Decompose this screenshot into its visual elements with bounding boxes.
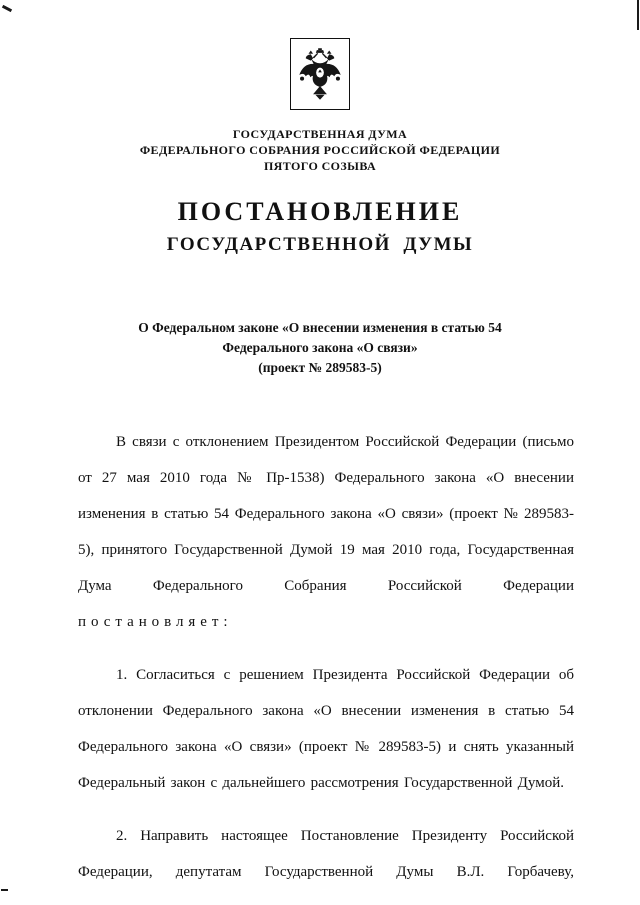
header-convocation: ПЯТОГО СОЗЫВА	[263, 159, 377, 173]
subject-line-2: Федерального закона «О связи»	[222, 340, 418, 356]
coat-of-arms-frame	[290, 38, 350, 110]
header-org-parent: ФЕДЕРАЛЬНОГО СОБРАНИЯ РОССИЙСКОЙ ФЕДЕРАЦИИ	[139, 143, 501, 157]
document-header	[0, 126, 640, 174]
subject-line-1: О Федеральном законе «О внесении изменения в статью 54	[138, 320, 502, 336]
header-org-name: ГОСУДАРСТВЕННАЯ ДУМА	[232, 127, 408, 141]
document-type-title: ПОСТАНОВЛЕНИЕ	[177, 197, 463, 226]
document-issuer-title: ГОСУДАРСТВЕННОЙ ДУМЫ	[166, 233, 474, 255]
document-subject	[70, 318, 570, 378]
subject-line-3: (проект № 289583-5)	[258, 360, 382, 376]
scan-artifact-bottom-left	[1, 889, 8, 891]
paragraph-item-2: 2. Направить настоящее Постановление Президенту Российской Федерации, депутатам Государственной Думы В.Л. Горбачеву,	[78, 828, 574, 881]
russian-coat-of-arms-icon	[297, 46, 343, 102]
preamble-resolution-word: постановляет:	[78, 614, 233, 631]
preamble-text: В связи с отклонением Президентом Российской Федерации (письмо от 27 мая 2010 года № Пр-1538) Федерального закона «О внесении изменения в статью 54 Федерального закона «О связи» (проект № 289583-5), принятого Государственной Думой 19 мая 2010 года, Государственная Дума Федерального Собрания Российской Федерации	[78, 434, 574, 595]
paragraph-item-1: 1. Согласиться с решением Президента Российской Федерации об отклонении Федерального закона «О внесении изменения в статью 54 Федерального закона «О связи» (проект № 289583-5) и снять указанный Федеральный закон с дальнейшего рассмотрения Государственной Думой.	[78, 667, 574, 792]
document-body	[78, 424, 574, 890]
scan-artifact-top-left	[2, 5, 12, 12]
scan-artifact-top-right	[637, 0, 639, 30]
paragraph-preamble	[78, 424, 574, 640]
